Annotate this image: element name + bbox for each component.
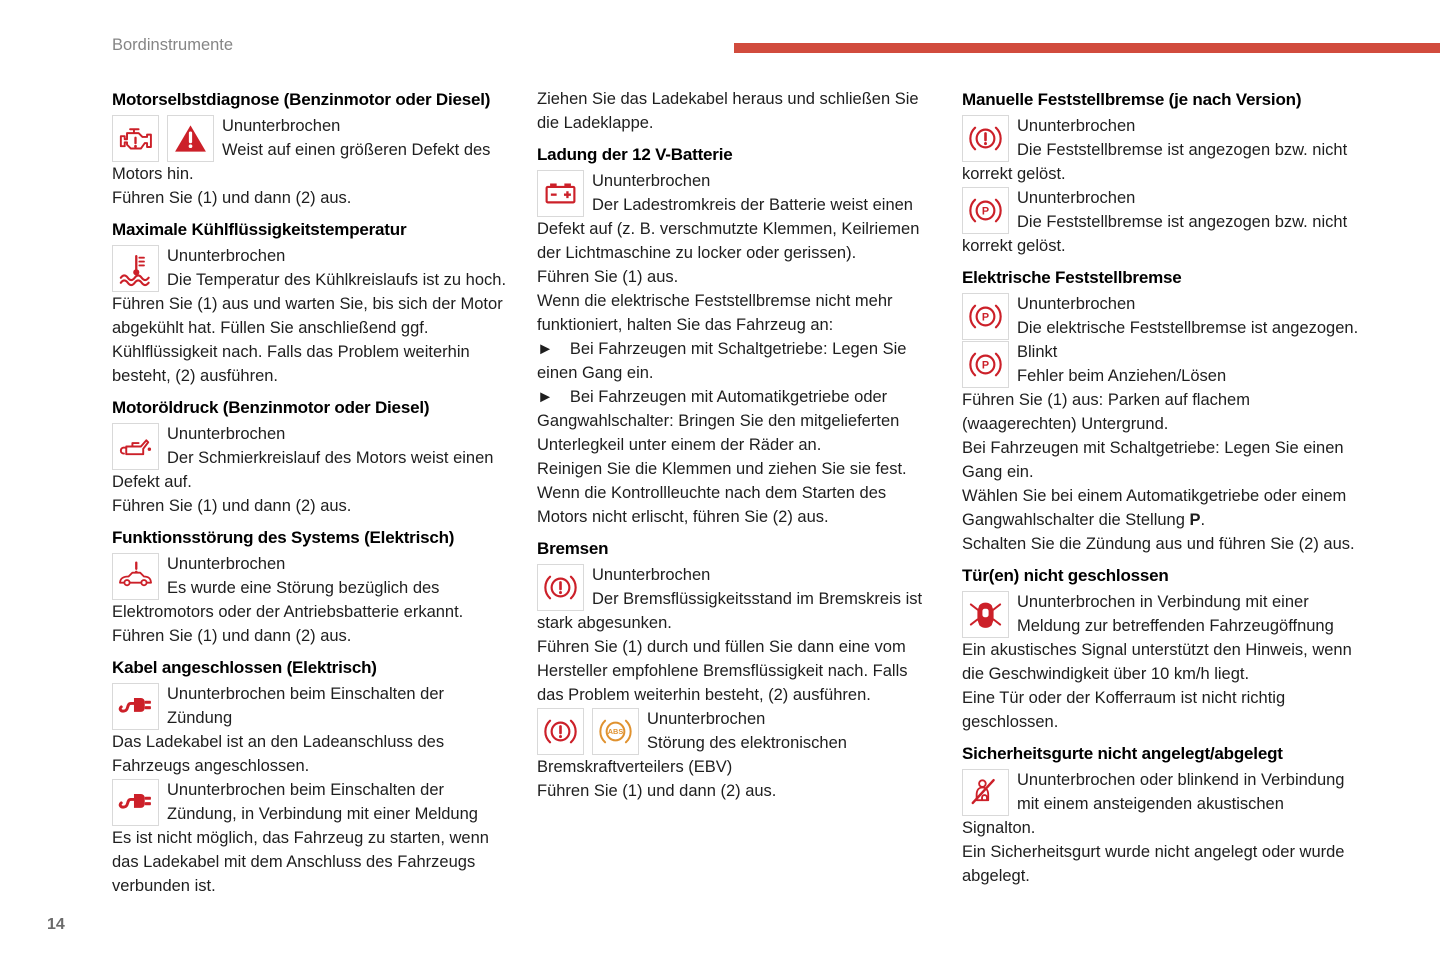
bullet-item: ► Bei Fahrzeugen mit Automatikgetriebe oder Gangwahlschalter: Bringen Sie den mitgelieferten Unterlegkeil unter einem der Räder an.: [537, 388, 900, 454]
body-text: Führen Sie (1) und dann (2) aus.: [112, 497, 352, 515]
section-title: Bremsen: [537, 539, 609, 558]
column-2: [537, 87, 935, 803]
indicator-entry: [962, 590, 1360, 638]
abs-icon: [592, 708, 639, 755]
header-accent-bar: [734, 43, 1440, 53]
indicator-mode: Ununterbrochen: [167, 555, 286, 573]
indicator-mode: Ununterbrochen in Verbindung mit einer Meldung zur betreffenden Fahrzeugöffnung: [1017, 593, 1334, 635]
indicator-entry: [112, 422, 510, 494]
indicator-entry: [112, 244, 510, 292]
body-text: Ziehen Sie das Ladekabel heraus und schließen Sie die Ladeklappe.: [537, 90, 919, 132]
section-title: Tür(en) nicht geschlossen: [962, 566, 1169, 585]
door-open-icon: [962, 591, 1009, 638]
body-text: Wählen Sie bei einem Automatikgetriebe oder einem Gangwahlschalter die Stellung: [962, 487, 1347, 529]
body-text: Eine Tür oder der Kofferraum ist nicht richtig geschlossen.: [962, 689, 1286, 731]
indicator-desc: Weist auf einen größeren Defekt des Motors hin.: [112, 141, 491, 183]
indicator-desc: Der Schmierkreislauf des Motors weist einen Defekt auf.: [112, 449, 494, 491]
body-text: Es ist nicht möglich, das Fahrzeug zu starten, wenn das Ladekabel mit dem Anschluss des Fahrzeugs verbunden ist.: [112, 829, 489, 895]
body-text: Führen Sie (1) und dann (2) aus.: [112, 627, 352, 645]
coolant-temperature-icon: [112, 245, 159, 292]
indicator-mode: Ununterbrochen: [592, 172, 711, 190]
indicator-desc: Die Temperatur des Kühlkreislaufs ist zu hoch.: [167, 271, 507, 289]
engine-warning-icon: [112, 115, 159, 162]
svg-text:P: P: [981, 311, 990, 324]
section-title: Kabel angeschlossen (Elektrisch): [112, 658, 377, 677]
indicator-mode: Ununterbrochen beim Einschalten der Zündung: [167, 685, 444, 727]
body-text: Wenn die Kontrollleuchte nach dem Starten des Motors nicht erlischt, führen Sie (2) aus.: [537, 484, 887, 526]
three-column-layout: [112, 87, 1360, 898]
parking-brake-icon: [962, 341, 1009, 388]
indicator-desc: Die Feststellbremse ist angezogen bzw. nicht korrekt gelöst.: [962, 141, 1348, 183]
section-title: Motorselbstdiagnose (Benzinmotor oder Diesel): [112, 90, 491, 109]
indicator-mode: Ununterbrochen oder blinkend in Verbindung mit einem ansteigenden akustischen Signalton.: [962, 771, 1345, 837]
body-text: Führen Sie (1) und dann (2) aus.: [112, 189, 352, 207]
indicator-mode: Ununterbrochen: [1017, 189, 1136, 207]
body-text: Bei Fahrzeugen mit Schaltgetriebe: Legen Sie einen Gang ein.: [962, 439, 1344, 481]
svg-text:P: P: [981, 205, 990, 218]
body-text: Das Ladekabel ist an den Ladeanschluss des Fahrzeugs angeschlossen.: [112, 733, 445, 775]
gear-position-p: P: [1189, 511, 1201, 529]
indicator-desc: Fehler beim Anziehen/Lösen: [1017, 367, 1227, 385]
bullet-item: ► Bei Fahrzeugen mit Schaltgetriebe: Legen Sie einen Gang ein.: [537, 340, 907, 382]
page-number: 14: [47, 916, 65, 933]
body-text: Schalten Sie die Zündung aus und führen Sie (2) aus.: [962, 535, 1355, 553]
indicator-mode: Ununterbrochen: [167, 247, 286, 265]
seatbelt-icon: [962, 769, 1009, 816]
indicator-entry: [112, 682, 510, 730]
body-text: [962, 484, 1360, 532]
battery-charge-icon: [537, 170, 584, 217]
indicator-desc: Störung des elektronischen Bremskraftverteilers (EBV): [537, 734, 847, 776]
body-text: Führen Sie (1) durch und füllen Sie dann eine vom Hersteller empfohlene Bremsflüssigkeit nach. Falls das Problem weiterhin besteht, (2) ausführen.: [537, 638, 908, 704]
body-text: Führen Sie (1) aus: Parken auf flachem (waagerechten) Untergrund.: [962, 391, 1250, 433]
indicator-entry: [537, 707, 935, 779]
indicator-mode: Ununterbrochen: [1017, 295, 1136, 313]
charging-cable-icon: [112, 683, 159, 730]
brake-warning-icon: [962, 115, 1009, 162]
indicator-mode: Ununterbrochen: [647, 710, 766, 728]
brake-warning-icon: [537, 564, 584, 611]
indicator-mode: Ununterbrochen: [222, 117, 341, 135]
indicator-mode: Ununterbrochen beim Einschalten der Zündung, in Verbindung mit einer Meldung: [167, 781, 478, 823]
svg-text:ABS: ABS: [607, 727, 624, 737]
body-text: Führen Sie (1) aus.: [537, 268, 679, 286]
body-text: Reinigen Sie die Klemmen und ziehen Sie sie fest.: [537, 460, 907, 478]
section-title: Ladung der 12 V-Batterie: [537, 145, 733, 164]
indicator-desc: Die elektrische Feststellbremse ist angezogen.: [1017, 319, 1359, 337]
body-text: Ein akustisches Signal unterstützt den Hinweis, wenn die Geschwindigkeit über 10 km/h liegt.: [962, 641, 1352, 683]
body-text: .: [1200, 511, 1206, 529]
brake-warning-icon: [537, 708, 584, 755]
indicator-entry: [962, 292, 1360, 340]
indicator-mode: Ununterbrochen: [1017, 117, 1136, 135]
indicator-entry: [112, 778, 510, 826]
column-1: [112, 87, 510, 898]
parking-brake-icon: [962, 293, 1009, 340]
indicator-mode: Ununterbrochen: [592, 566, 711, 584]
indicator-desc: Der Bremsflüssigkeitsstand im Bremskreis ist stark abgesunken.: [537, 590, 923, 632]
indicator-entry: [537, 563, 935, 635]
section-title: Sicherheitsgurte nicht angelegt/abgelegt: [962, 744, 1283, 763]
indicator-entry: [962, 114, 1360, 186]
body-text: Führen Sie (1) aus und warten Sie, bis sich der Motor abgekühlt hat. Füllen Sie anschließend ggf. Kühlflüssigkeit nach. Falls das Problem weiterhin besteht, (2) ausführen.: [112, 295, 503, 385]
indicator-entry: [112, 552, 510, 624]
section-title: Funktionsstörung des Systems (Elektrisch): [112, 528, 455, 547]
section-title: Motoröldruck (Benzinmotor oder Diesel): [112, 398, 430, 417]
indicator-desc: Der Ladestromkreis der Batterie weist einen Defekt auf (z. B. verschmutzte Klemmen, Keilriemen der Lichtmaschine zu locker oder gerissen).: [537, 196, 920, 262]
svg-text:P: P: [981, 359, 990, 372]
indicator-entry: [962, 186, 1360, 258]
indicator-desc: Die Feststellbremse ist angezogen bzw. nicht korrekt gelöst.: [962, 213, 1348, 255]
indicator-mode: Ununterbrochen: [167, 425, 286, 443]
charging-cable-icon: [112, 779, 159, 826]
body-text: Wenn die elektrische Feststellbremse nicht mehr funktioniert, halten Sie das Fahrzeug an:: [537, 292, 893, 334]
body-text: Führen Sie (1) und dann (2) aus.: [537, 782, 777, 800]
oil-pressure-icon: [112, 423, 159, 470]
running-header: Bordinstrumente: [112, 36, 234, 54]
section-title: Manuelle Feststellbremse (je nach Version): [962, 90, 1302, 109]
column-3: [962, 87, 1360, 888]
section-title: Maximale Kühlflüssigkeitstemperatur: [112, 220, 407, 239]
electric-system-fault-icon: [112, 553, 159, 600]
indicator-mode: Blinkt: [1017, 343, 1058, 361]
warning-triangle-icon: [167, 115, 214, 162]
indicator-desc: Es wurde eine Störung bezüglich des Elektromotors oder der Antriebsbatterie erkannt.: [112, 579, 464, 621]
section-title: Elektrische Feststellbremse: [962, 268, 1182, 287]
indicator-entry: [962, 340, 1360, 388]
indicator-entry: [112, 114, 510, 186]
parking-brake-icon: [962, 187, 1009, 234]
indicator-entry: [962, 768, 1360, 840]
body-text: Ein Sicherheitsgurt wurde nicht angelegt oder wurde abgelegt.: [962, 843, 1345, 885]
indicator-entry: [537, 169, 935, 265]
